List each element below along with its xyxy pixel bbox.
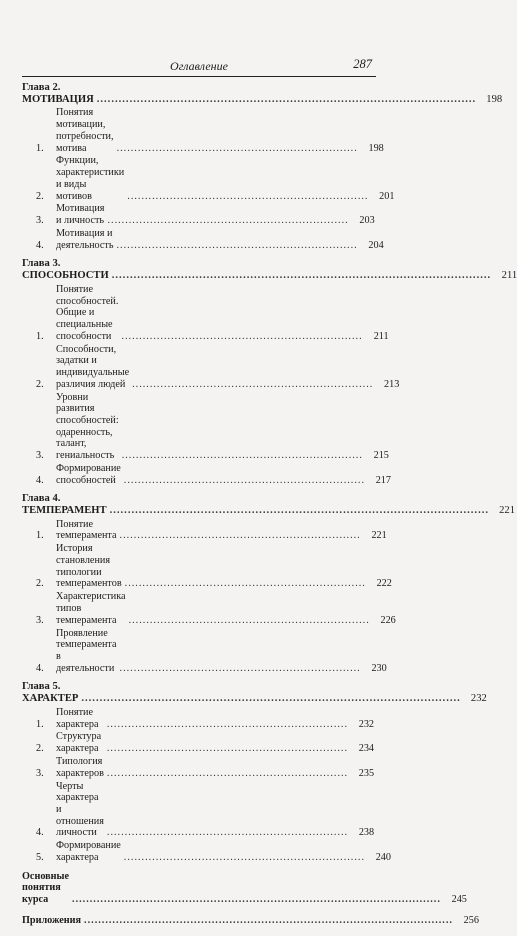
leader-dots: ....................................................................: [106, 718, 348, 730]
leader-dots: ....................................................................: [106, 743, 348, 755]
item-title: Характеристика типов темперамента: [56, 591, 126, 626]
item-number: 1.: [36, 142, 44, 154]
item-number: 1.: [36, 330, 44, 342]
chapter-heading[interactable]: [22, 493, 516, 517]
chapter-page: 221: [499, 505, 516, 517]
glossary-entry[interactable]: [22, 870, 467, 906]
item-title: Структура характера: [56, 731, 102, 755]
chapter-page: 198: [486, 93, 503, 105]
item-title: Формирование способностей: [56, 462, 121, 486]
toc-item[interactable]: [22, 391, 389, 462]
item-title: Понятие характера: [56, 706, 99, 730]
toc-item[interactable]: [22, 707, 374, 730]
item-title: Понятие способностей. Общие и специальные способности: [56, 283, 119, 342]
item-page: 232: [358, 718, 374, 730]
item-page: 217: [375, 474, 391, 486]
item-number: 3.: [36, 614, 44, 626]
toc-item[interactable]: [22, 731, 374, 754]
chapter-title: Глава 4. ТЕМПЕРАМЕНТ: [22, 493, 107, 517]
toc-item[interactable]: [22, 107, 384, 154]
item-title: Функции, характеристики и виды мотивов: [56, 155, 125, 202]
item-page: 221: [371, 530, 387, 542]
item-title: Проявление темперамента в деятельности: [56, 627, 117, 674]
item-title: Понятия мотивации, потребности, мотива: [56, 107, 114, 154]
chapter-2: [22, 82, 503, 251]
leader-dots: ....................................................................: [116, 142, 358, 154]
appendix-entry[interactable]: [22, 914, 479, 927]
leader-dots: ........................................................................................................: [111, 270, 492, 282]
item-number: 2.: [36, 578, 44, 590]
item-title: Мотивация и личность: [56, 203, 105, 227]
appendix-page: 256: [463, 914, 479, 926]
toc-item[interactable]: [22, 462, 391, 486]
leader-dots: ........................................................................................................: [84, 914, 453, 926]
item-title: Мотивация и деятельность: [56, 228, 114, 251]
leader-dots: ....................................................................: [127, 190, 369, 202]
item-title: Понятие темперамента: [56, 518, 117, 542]
item-number: 1.: [36, 530, 44, 542]
toc-item[interactable]: [22, 228, 384, 251]
leader-dots: ........................................................................................................: [109, 505, 490, 517]
chapter-title: Глава 3. СПОСОБНОСТИ: [22, 258, 109, 282]
item-page: 213: [384, 378, 400, 390]
running-header: [22, 58, 376, 77]
item-page: 240: [375, 852, 391, 864]
chapter-title: Глава 5. ХАРАКТЕР: [22, 681, 79, 705]
toc-item[interactable]: [22, 591, 396, 626]
toc-item[interactable]: [22, 627, 387, 675]
toc-item[interactable]: [22, 756, 374, 779]
leader-dots: ....................................................................: [132, 378, 374, 390]
leader-dots: ....................................................................: [106, 767, 349, 779]
toc-item[interactable]: [22, 840, 391, 864]
leader-dots: ....................................................................: [106, 827, 349, 839]
leader-dots: ....................................................................: [107, 215, 349, 227]
toc-item[interactable]: [22, 283, 389, 343]
chapter-title: Глава 2. МОТИВАЦИЯ: [22, 82, 94, 105]
item-title: Уровни развития способностей: одаренность, талант, гениальность: [56, 391, 119, 462]
leader-dots: ........................................................................................................: [81, 693, 461, 705]
leader-dots: ....................................................................: [121, 450, 363, 462]
chapter-page: 232: [470, 693, 487, 705]
item-page: 226: [380, 614, 396, 626]
toc-item[interactable]: [22, 781, 374, 840]
leader-dots: ....................................................................: [119, 530, 361, 542]
item-number: 2.: [36, 743, 44, 755]
leader-dots: ........................................................................................................: [72, 894, 441, 906]
item-number: 5.: [36, 852, 44, 864]
item-number: 4.: [36, 662, 44, 674]
item-title: Типология характеров: [56, 756, 104, 779]
item-title: Формирование характера: [56, 840, 121, 864]
leader-dots: ....................................................................: [123, 852, 365, 864]
leader-dots: ....................................................................: [116, 239, 358, 251]
item-page: 235: [358, 767, 375, 779]
leader-dots: ....................................................................: [121, 330, 363, 342]
item-number: 4.: [36, 827, 44, 839]
item-page: 204: [368, 239, 384, 251]
item-number: 4.: [36, 239, 44, 251]
glossary-page: 245: [451, 894, 467, 906]
item-number: 2.: [36, 190, 44, 202]
chapter-heading[interactable]: [22, 681, 487, 705]
leader-dots: ....................................................................: [124, 578, 366, 590]
leader-dots: ....................................................................: [128, 614, 370, 626]
item-page: 222: [376, 578, 392, 590]
chapter-5: [22, 681, 487, 864]
item-page: 211: [373, 330, 389, 342]
chapter-heading[interactable]: [22, 82, 503, 105]
item-page: 215: [373, 450, 389, 462]
item-title: История становления типологии темпераментов: [56, 543, 122, 590]
leader-dots: ....................................................................: [119, 662, 361, 674]
item-number: 1.: [36, 718, 44, 730]
item-page: 230: [371, 662, 387, 674]
item-page: 203: [359, 215, 375, 227]
chapter-heading[interactable]: [22, 258, 517, 282]
item-page: 201: [379, 190, 395, 202]
item-number: 3.: [36, 450, 44, 462]
toc-item[interactable]: [22, 155, 395, 202]
item-page: 238: [358, 827, 375, 839]
toc-item[interactable]: [22, 543, 392, 590]
item-number: 3.: [36, 215, 44, 227]
item-page: 234: [358, 743, 374, 755]
page-number: 287: [353, 57, 372, 71]
item-number: 3.: [36, 767, 44, 779]
leader-dots: ....................................................................: [123, 474, 365, 486]
chapter-3: [22, 258, 517, 486]
table-of-contents: [22, 82, 517, 936]
item-number: 4.: [36, 474, 44, 486]
toc-item[interactable]: [22, 343, 400, 391]
leader-dots: ........................................................................................................: [96, 93, 477, 105]
chapter-page: 211: [501, 270, 517, 282]
toc-item[interactable]: [22, 203, 374, 226]
chapter-4: [22, 493, 516, 674]
item-title: Способности, задатки и индивидуальные различия людей: [56, 343, 130, 390]
running-title: Оглавление: [170, 59, 228, 73]
appendix-title: Приложения: [22, 914, 82, 926]
item-title: Черты характера и отношения личности: [56, 780, 104, 839]
item-page: 198: [368, 142, 384, 154]
toc-item[interactable]: [22, 518, 387, 542]
item-number: 2.: [36, 378, 44, 390]
glossary-title: Основные понятия курса: [22, 870, 70, 906]
